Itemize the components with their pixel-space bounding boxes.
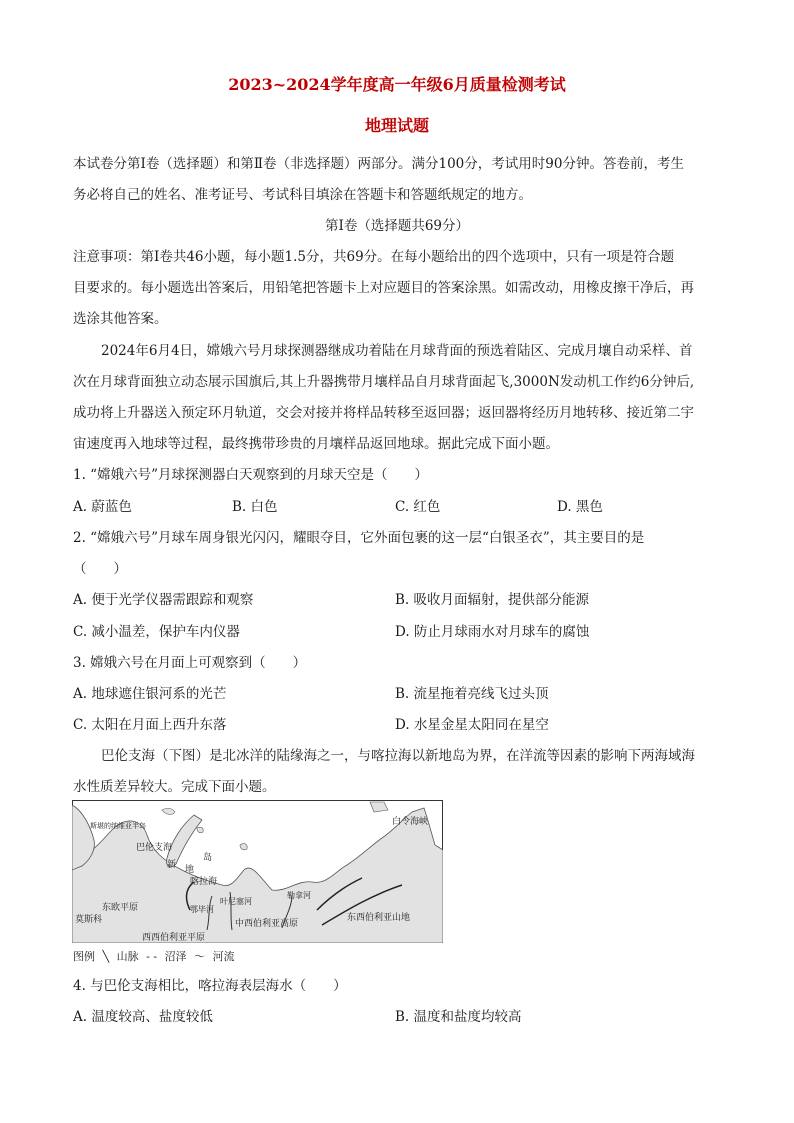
- q2-option-b: B. 吸收月面辐射，提供部分能源: [395, 592, 590, 608]
- map-label: 岛: [203, 853, 213, 863]
- map-label: 莫斯科: [75, 915, 103, 925]
- map-label: 鄂毕河: [190, 905, 214, 914]
- q1-option-b: B. 白色: [232, 499, 278, 515]
- map-label: 新: [167, 860, 177, 870]
- map-label: 地: [185, 865, 195, 875]
- map-label: 巴伦支海: [136, 843, 173, 853]
- map-label: 斯堪的纳维亚半岛: [90, 822, 146, 830]
- map-legend: [73, 948, 239, 964]
- exam-title: 2023~2024学年度高一年级6月质量检测考试: [228, 75, 566, 94]
- intro-line: 本试卷分第Ⅰ卷（选择题）和第Ⅱ卷（非选择题）两部分。满分100分，考试用时90分钟。答卷前，考生: [73, 156, 684, 172]
- q4-option-a: A. 温度较高、盐度较低: [73, 1009, 213, 1025]
- barents-sea-map: [72, 800, 443, 943]
- q1-option-c: C. 红色: [395, 499, 441, 515]
- passage2-line: 巴伦支海（下图）是北冰洋的陆缘海之一，与喀拉海以新地岛为界，在洋流等因素的影响下两海域海: [101, 748, 695, 764]
- legend-river-icon: 〜: [194, 950, 206, 963]
- map-label: 勒拿河: [287, 891, 311, 900]
- question-1-stem: 1. “嫦娥六号”月球探测器白天观察到的月球天空是（ ）: [73, 467, 428, 483]
- map-label: 叶尼塞河: [220, 897, 252, 906]
- map-label: 中西伯利亚高原: [235, 919, 299, 929]
- question-2-stem-cont: （ ）: [73, 561, 127, 577]
- subject-title: 地理试题: [364, 116, 429, 135]
- map-label: 东西伯利亚山地: [347, 913, 411, 923]
- q3-option-d: D. 水星金星太阳同在星空: [395, 717, 549, 733]
- legend-title: 图例: [73, 950, 95, 963]
- q2-option-a: A. 便于光学仪器需跟踪和观察: [73, 592, 254, 608]
- passage2-line: 水性质差异较大。完成下面小题。: [73, 779, 276, 795]
- map-label: 喀拉海: [190, 877, 218, 887]
- map-label: 白令海峡: [392, 817, 429, 827]
- passage1-line: 2024年6月4日，嫦娥六号月球探测器继成功着陆在月球背面的预选着陆区、完成月壤自动采样、首: [101, 343, 693, 359]
- map-label: 东欧平原: [102, 903, 139, 913]
- q3-option-a: A. 地球遮住银河系的光芒: [73, 686, 227, 702]
- notice-line: 注意事项：第Ⅰ卷共46小题，每小题1.5分，共69分。在每小题给出的四个选项中，只有一项是符合题: [73, 249, 675, 265]
- q1-option-a: A. 蔚蓝色: [73, 499, 132, 515]
- map-label: 西西伯利亚平原: [142, 933, 206, 943]
- q4-option-b: B. 温度和盐度均较高: [395, 1009, 522, 1025]
- q1-option-d: D. 黑色: [557, 499, 603, 515]
- passage1-line: 成功将上升器送入预定环月轨道，交会对接并将样品转移至返回器；返回器将经历月地转移、接近第二宇: [73, 405, 694, 421]
- q2-option-c: C. 减小温差，保护车内仪器: [73, 624, 240, 640]
- legend-river-label: 河流: [212, 950, 235, 963]
- legend-mountain-icon: ╲: [102, 950, 110, 963]
- q3-option-c: C. 太阳在月面上西升东落: [73, 717, 227, 733]
- q2-option-d: D. 防止月球雨水对月球车的腐蚀: [395, 624, 590, 640]
- legend-mountain-label: 山脉: [116, 950, 139, 963]
- question-3-stem: 3. 嫦娥六号在月面上可观察到（ ）: [73, 655, 307, 671]
- question-4-stem: 4. 与巴伦支海相比，喀拉海表层海水（ ）: [73, 978, 347, 994]
- notice-line: 选涂其他答案。: [73, 311, 168, 327]
- passage1-line: 次在月球背面独立动态展示国旗后,其上升器携带月壤样品自月球背面起飞,3000N发动机工作约6分钟后,: [73, 374, 695, 390]
- passage1-line: 宙速度再入地球等过程，最终携带珍贵的月壤样品返回地球。据此完成下面小题。: [73, 436, 559, 452]
- q3-option-b: B. 流星拖着亮线飞过头顶: [395, 686, 549, 702]
- question-2-stem: 2. “嫦娥六号”月球车周身银光闪闪，耀眼夺目，它外面包裹的这一层“白银圣衣”，其主要目的是: [73, 530, 645, 546]
- notice-line: 目要求的。每小题选出答案后，用铅笔把答题卡上对应题目的答案涂黑。如需改动，用橡皮擦干净后，再: [73, 280, 694, 296]
- section-title: 第Ⅰ卷（选择题共69分）: [324, 218, 469, 234]
- legend-swamp-icon: - -: [146, 950, 158, 963]
- legend-swamp-label: 沼泽: [164, 950, 187, 963]
- intro-line: 务必将自己的姓名、准考证号、考试科目填涂在答题卡和答题纸规定的地方。: [73, 187, 532, 203]
